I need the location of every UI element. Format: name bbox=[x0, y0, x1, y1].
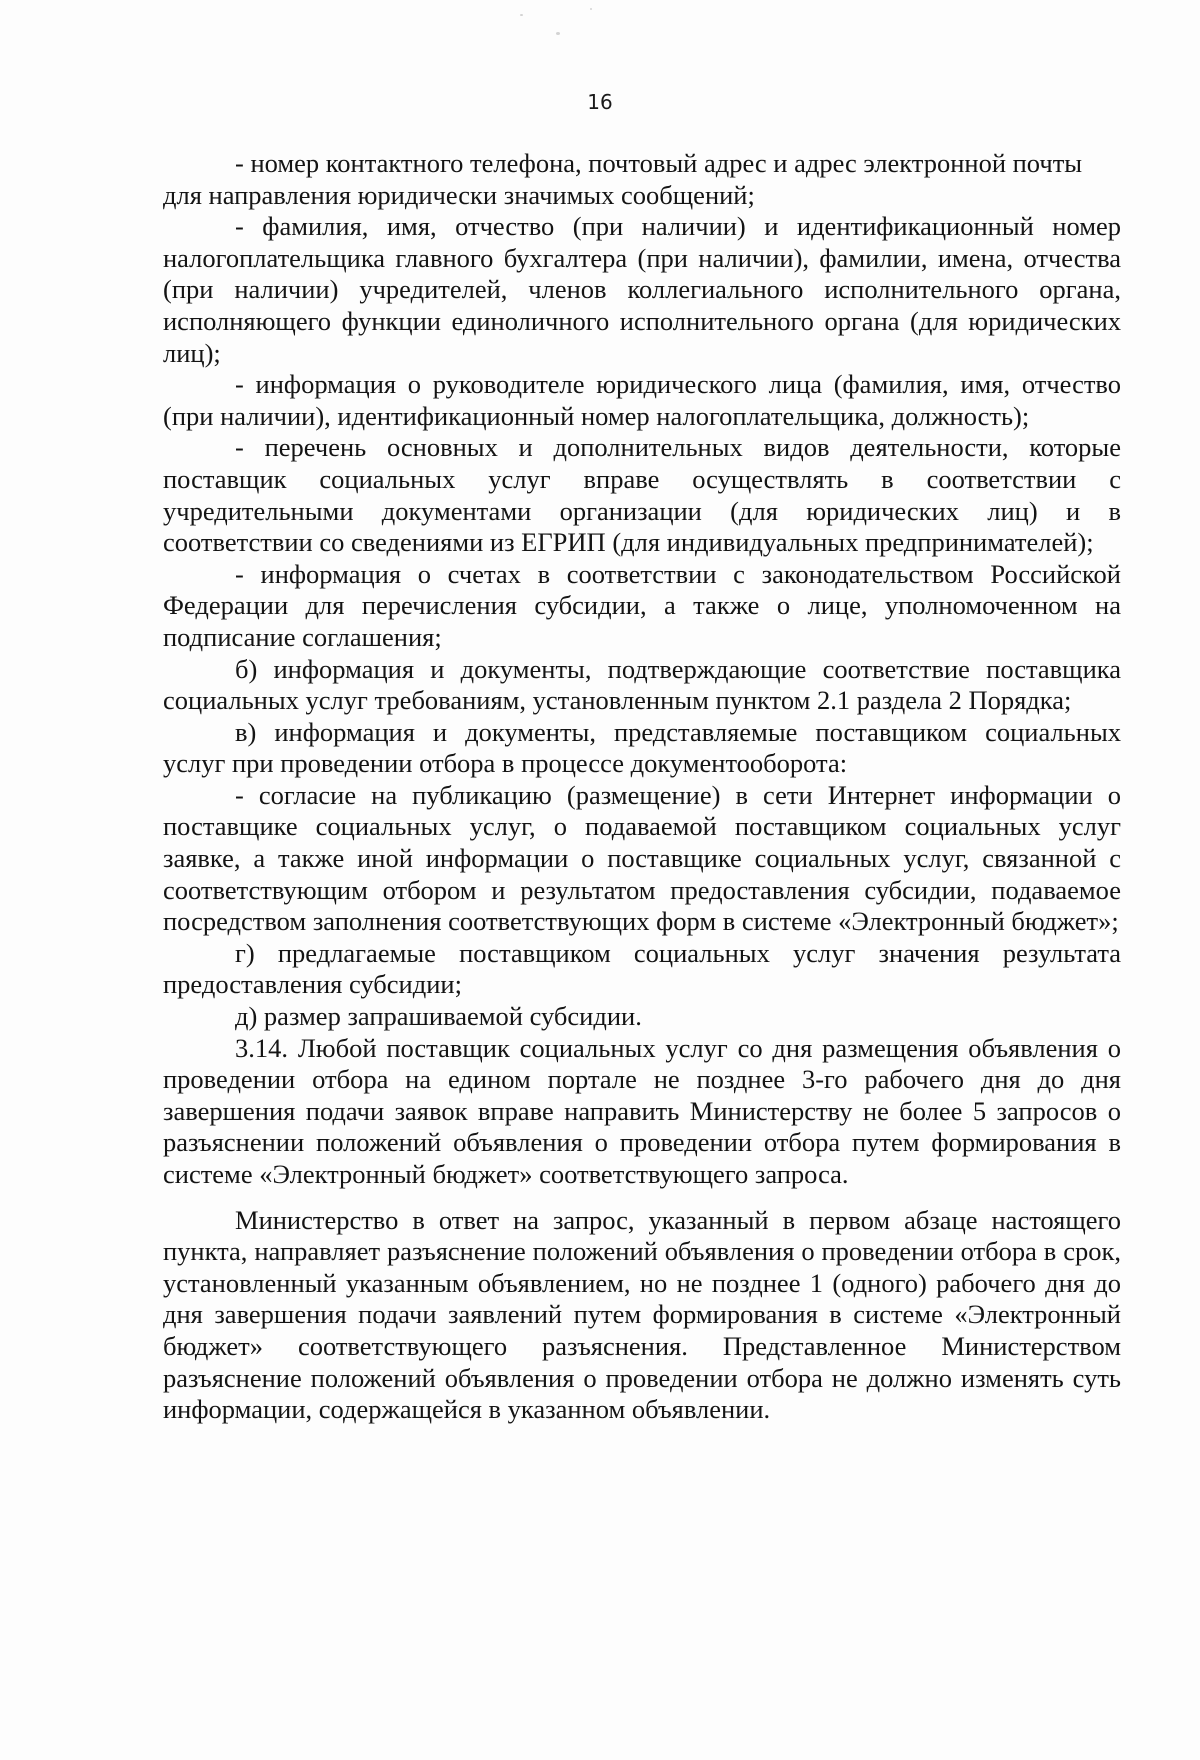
scan-speck bbox=[520, 14, 523, 16]
paragraph-section-3-14: 3.14. Любой поставщик социальных услуг со дня размещения объявления о проведении отбора на едином портале не позднее 3-го рабочего дня до дня завершения подачи заявок вправе направить Министерству не более 5 запросов о разъяснении положений объявления о проведении отбора путем формирования в системе «Электронный бюджет» соответствующего запроса. bbox=[163, 1032, 1121, 1189]
scan-speck bbox=[590, 8, 592, 10]
page-number: 16 bbox=[587, 90, 613, 114]
paragraph-activities: - перечень основных и дополнительных видов деятельности, которые поставщик социальных услуг вправе осуществлять в соответствии с учредительными документами организации (для юридических лиц) и в соответствии со сведениями из ЕГРИП (для индивидуальных предпринимателей); bbox=[163, 432, 1121, 558]
paragraph-contact-info-continuation: для направления юридически значимых сообщений; bbox=[163, 179, 755, 210]
paragraph-ministry-response: Министерство в ответ на запрос, указанный в первом абзаце настоящего пункта, направляет разъяснение положений объявления о проведении отбора в срок, установленный указанным объявлением, но не позднее 1 (одного) рабочего дня до дня завершения подачи заявлений путем формирования в системе «Электронный бюджет» соответствующего разъяснения. Представленное Министерством разъяснение положений объявления о проведении отбора не должно изменять суть информации, содержащейся в указанном объявлении. bbox=[163, 1204, 1121, 1425]
paragraph-item-b: б) информация и документы, подтверждающие соответствие поставщика социальных услуг требованиям, установленным пунктом 2.1 раздела 2 Порядка; bbox=[163, 653, 1121, 716]
paragraph-chief-accountant: - фамилия, имя, отчество (при наличии) и идентификационный номер налогоплательщика главного бухгалтера (при наличии), фамилии, имена, отчества (при наличии) учредителей, членов коллегиального исполнительного органа, исполняющего функции единоличного исполнительного органа (для юридических лиц); bbox=[163, 211, 1121, 368]
scan-speck bbox=[556, 32, 560, 35]
paragraph-contact-info: - номер контактного телефона, почтовый адрес и адрес электронной почты bbox=[235, 148, 1083, 178]
paragraph-item-d: д) размер запрашиваемой субсидии. bbox=[235, 1001, 642, 1032]
paragraph-consent: - согласие на публикацию (размещение) в сети Интернет информации о поставщике социальных услуг, о подаваемой поставщиком социальных услуг заявке, а также иной информации о поставщике социальных услуг, связанной с соответствующим отбором и результатом предоставления субсидии, подаваемое посредством заполнения соответствующих форм в системе «Электронный бюджет»; bbox=[163, 779, 1121, 937]
document-body bbox=[163, 148, 1121, 1426]
paragraph-item-g: г) предлагаемые поставщиком социальных услуг значения результата предоставления субсидии; bbox=[163, 937, 1121, 1000]
paragraph-accounts: - информация о счетах в соответствии с законодательством Российской Федерации для перечисления субсидии, а также о лице, уполномоченном на подписание соглашения; bbox=[163, 558, 1121, 652]
paragraph-item-v: в) информация и документы, представляемые поставщиком социальных услуг при проведении отбора в процессе документооборота: bbox=[163, 716, 1121, 779]
paragraph-head-of-entity: - информация о руководителе юридического лица (фамилия, имя, отчество (при наличии), идентификационный номер налогоплательщика, должность); bbox=[163, 369, 1121, 431]
